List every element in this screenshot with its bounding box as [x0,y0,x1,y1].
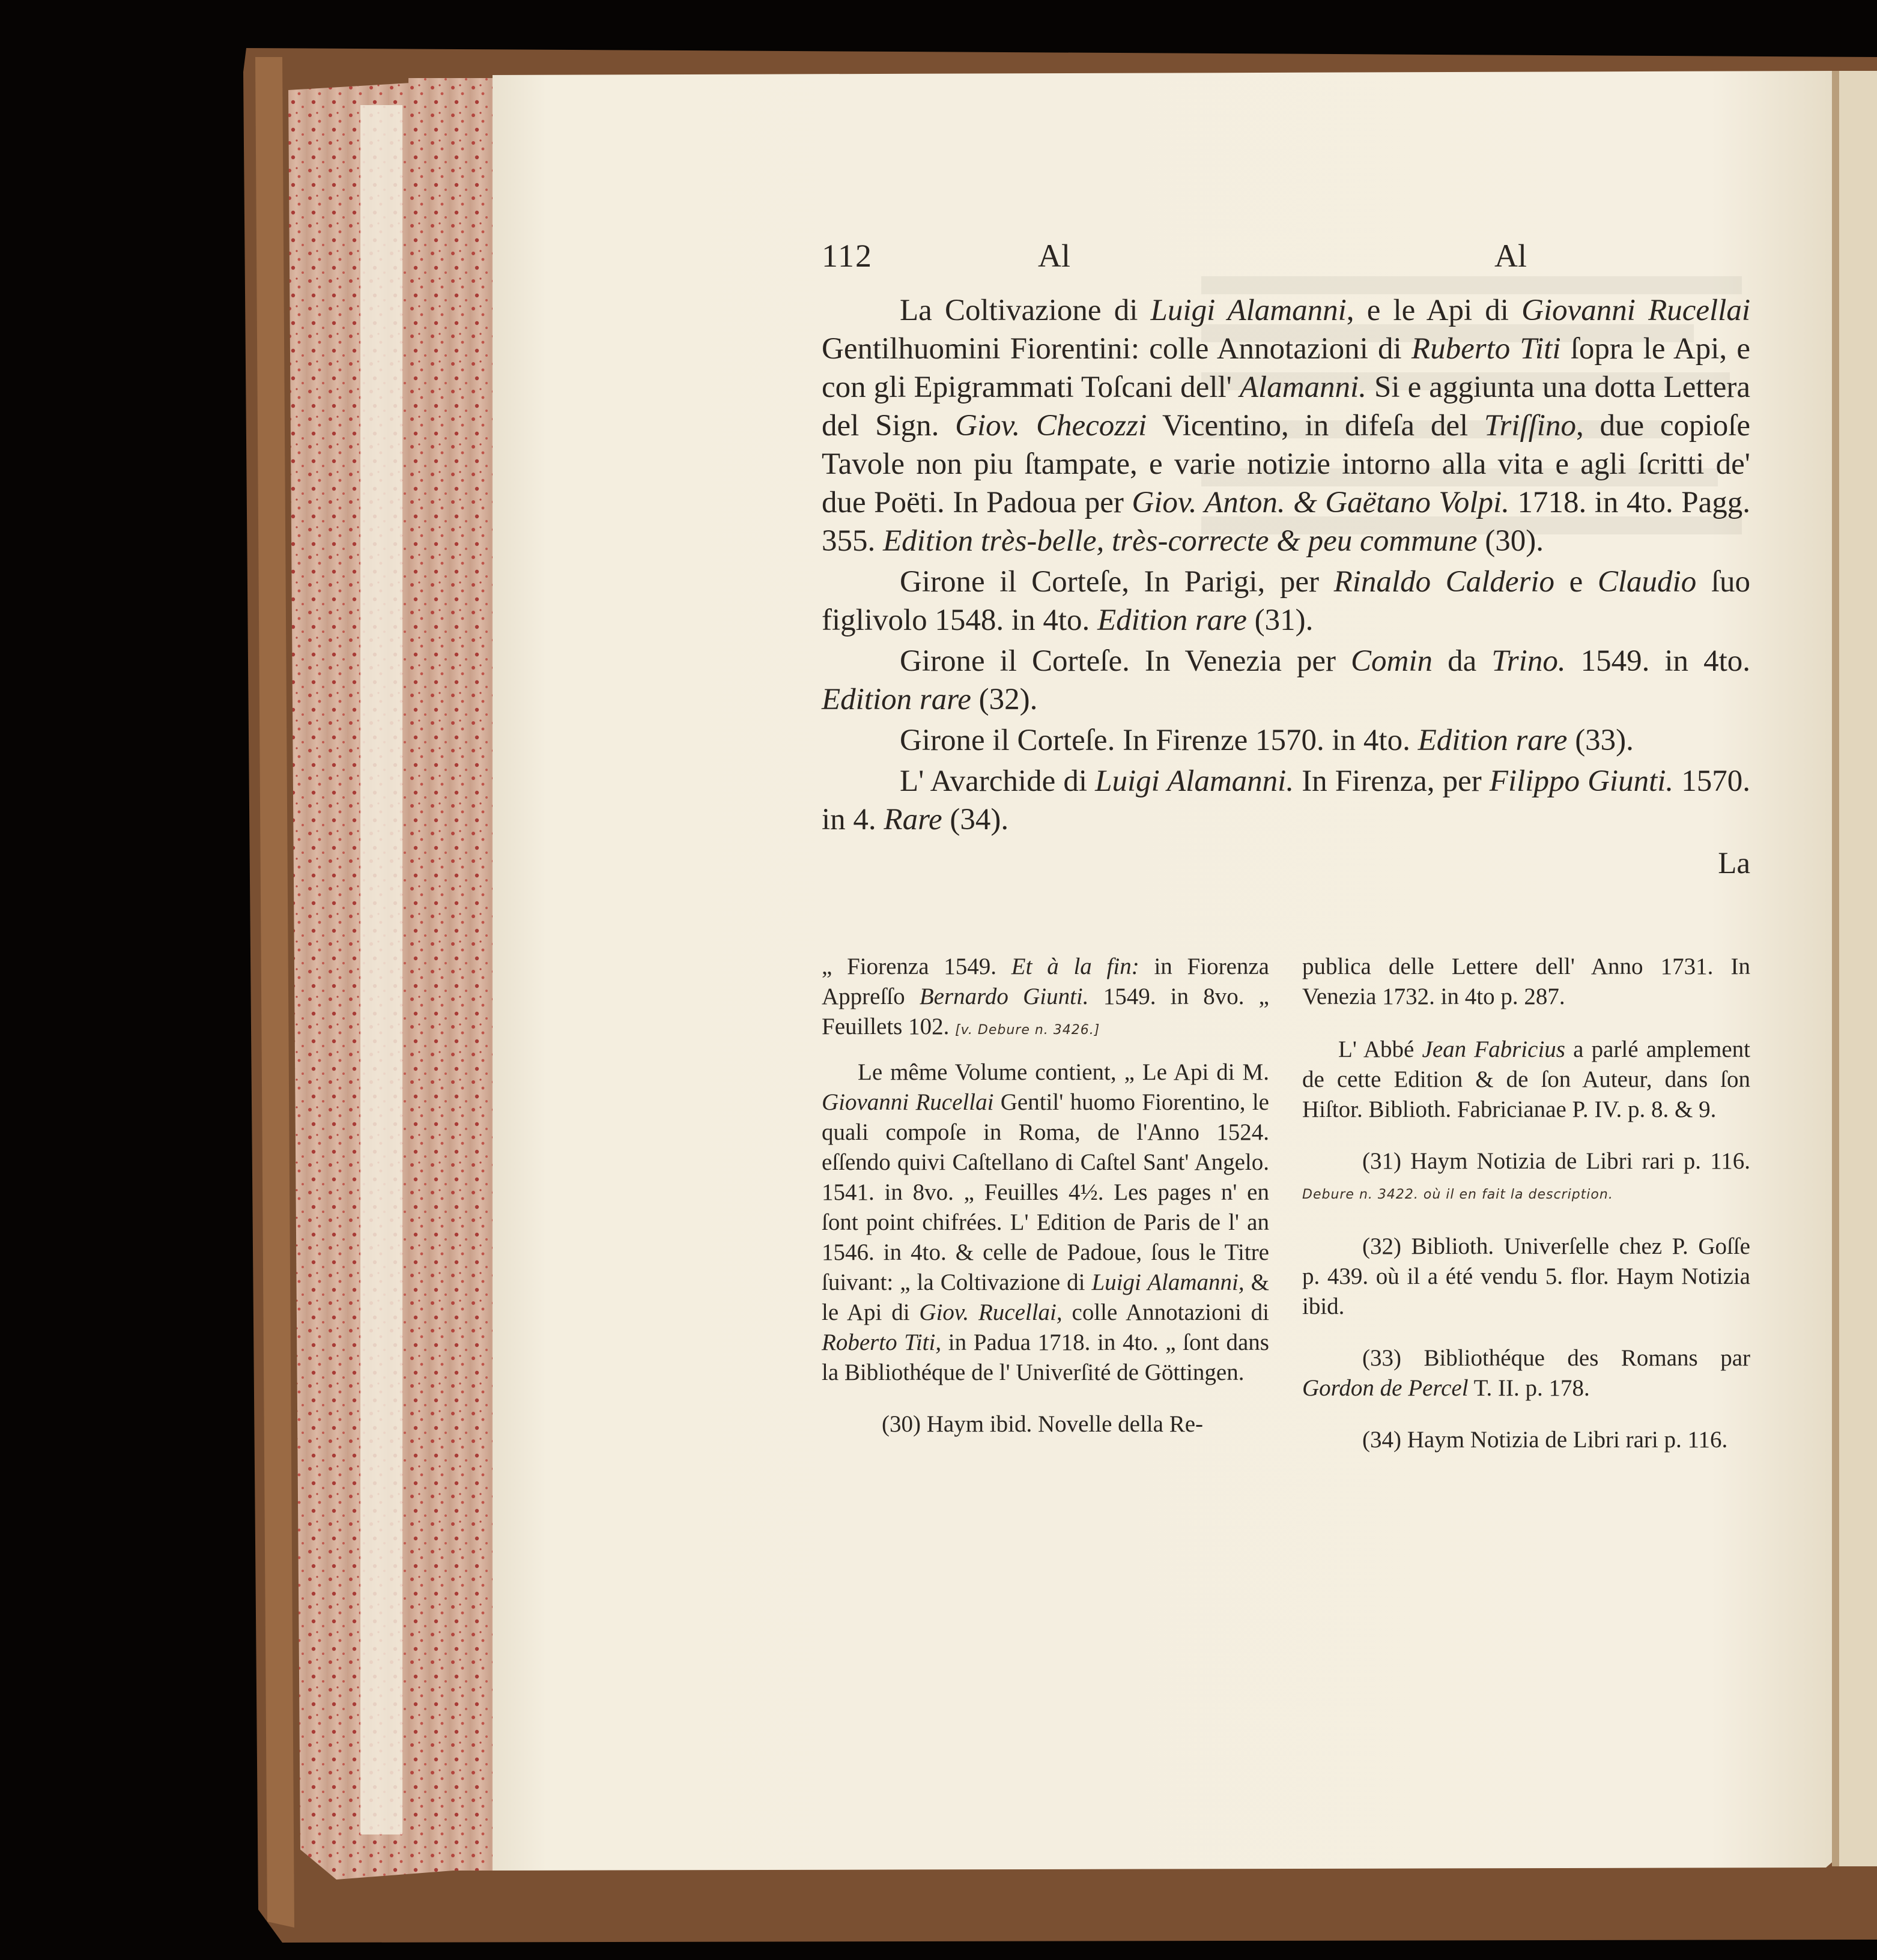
text-run: (32) Biblioth. Univerſelle chez P. Goſſe p. 439. où il a été vendu 5. flor. Haym Notizia ibid. [1302,1233,1750,1319]
text-run: (32). [971,683,1038,716]
bibliography-entry [822,642,1750,719]
page-text [822,237,1751,1453]
text-run: a parlé amplement de cette Edition & de ſon Auteur, dans ſon Hiſtor. Biblioth. Fabricianae P. IV. p. 8. & 9. [1302,1036,1750,1122]
italic-text: Edition rare [1097,603,1247,637]
italic-text: Alamanni. [1239,371,1366,404]
text-run: T. II. p. 178. [1468,1375,1590,1401]
running-head-right: Al [1494,238,1527,274]
text-run: (30) Haym ibid. Novelle della Re- [882,1411,1204,1437]
italic-text: Rinaldo Calderio [1333,565,1555,599]
italic-text: Gordon de Percel [1302,1375,1469,1401]
italic-text: Giov. Rucellai, [919,1299,1063,1325]
text-run: (31) Haym Notizia de Libri rari p. 116. [1362,1148,1750,1174]
italic-text: Giovanni Rucellai [822,1089,994,1115]
text-run: 1549. in 8vo. „ Feuillets 102. [822,984,1269,1039]
footnote-paragraph [1302,952,1750,1012]
text-run: , e le Api di [1346,294,1522,327]
footnote-paragraph [1302,1232,1750,1322]
catchword: La [1718,847,1750,880]
text-run: 1718. in 4to. Pagg. 355. [822,486,1751,558]
text-run: (34). [942,803,1009,836]
footnote-paragraph [1302,1035,1750,1125]
footnote-paragraph [822,1409,1269,1439]
text-run: 1549. in 4to. [1565,644,1750,678]
text-run: (31). [1246,603,1314,637]
bibliography-entries [822,291,1750,839]
bibliography-entry [822,721,1750,760]
text-run: (33). [1567,724,1634,757]
italic-text: Edition rare [822,683,971,716]
text-run: ſopra le Api, e con gli Epigrammati Toſcani dell' [822,332,1750,404]
italic-text: Roberto Titi, [822,1329,942,1355]
footnote-paragraph [1302,1343,1750,1403]
italic-text: Claudio [1597,565,1697,599]
text-run: In Firenza, per [1294,764,1490,798]
footnotes-right-column [1302,952,1750,1467]
text-run: colle Annotazioni di [1062,1299,1269,1325]
italic-text: Filippo Giunti. [1489,764,1674,798]
text-run: in Fiorenza Appreſſo [822,954,1269,1009]
text-run: L' Abbé [1338,1036,1422,1062]
running-header [822,237,1750,291]
italic-text: Edition rare [1418,724,1568,757]
text-run: L' Avarchide di [900,764,1096,798]
bibliography-entry [822,762,1750,839]
text-run: (34) Haym Notizia de Libri rari p. 116. [1362,1427,1728,1453]
italic-text: Comin [1351,644,1433,678]
italic-text: Giovanni Rucellai [1521,294,1751,327]
text-run: Le même Volume contient, „ Le Api di M. [858,1059,1269,1085]
italic-text: Rare [884,803,942,836]
running-head-left: Al [1038,238,1070,274]
italic-text: Giov. Anton. & Gaëtano Volpi. [1132,486,1509,519]
text-run: , due copioſe Tavole non piu ſtampate, e varie notizie intorno alla vita e agli ſcritti de' due Poëti. In Padoua per [822,409,1751,519]
text-run: Vicentino, in difeſa del [1147,409,1484,443]
text-run: (30). [1477,524,1544,558]
italic-text: Luigi Alamanni [1150,294,1347,327]
text-run: La Coltivazione di [900,294,1151,327]
footnote-paragraph [1302,1425,1750,1455]
text-run: Gentil' huomo Fiorentino, le quali compoſe in Roma, de l'Anno 1524. eſſendo quivi Caſtellano di Caſtel Sant' Angelo. 1541. in 8vo. „ Feuilles 4½. Les pages n' en ſont point chifrées. L' Edition de Paris de l' an 1546. in 4to. & celle de Padoue, ſous le Titre ſuivant: „ la Coltivazione di [822,1089,1269,1295]
italic-text: Luigi Alamanni, [1091,1269,1245,1295]
italic-text: Bernardo Giunti. [919,984,1089,1009]
italic-text: Trino. [1491,644,1566,678]
text-run: Si e aggiunta una dotta Lettera del Sign. [822,371,1750,443]
page-number: 112 [822,238,873,274]
text-run: Girone il Corteſe. In Firenze 1570. in 4to. [900,724,1418,757]
italic-text: Jean Fabricius [1422,1036,1565,1062]
footnote-paragraph [1302,1146,1750,1210]
italic-text: Et à la fin: [1011,954,1139,979]
text-run: 1570. in 4. [822,764,1751,836]
text-run: „ Fiorenza 1549. [822,954,1011,979]
italic-text: Luigi Alamanni. [1095,764,1294,798]
italic-text: Ruberto Titi [1411,332,1561,366]
italic-text: Giov. Checozzi [955,409,1147,443]
italic-text: Edition très-belle, très-correcte & peu commune [883,524,1478,558]
text-run: in Padua 1718. in 4to. „ ſont dans la Bibliothéque de l' Univerſité de Göttingen. [822,1329,1269,1385]
text-run: Girone il Corteſe. In Venezia per [900,644,1351,678]
footnote-paragraph [822,1057,1269,1388]
footnote-paragraph [822,952,1269,1045]
italic-text: Triſſino [1484,409,1576,443]
text-run: publica delle Lettere dell' Anno 1731. In Venezia 1732. in 4to p. 287. [1302,954,1750,1009]
text-run: (33) Bibliothéque des Romans par [1362,1345,1750,1371]
footnotes-left-column [822,952,1269,1451]
handwritten-annotation: Debure n. 3422. où il en fait la description. [1302,1187,1613,1202]
text-run: Girone il Corteſe, In Parigi, per [900,565,1334,599]
text-run: ſuo figlivolo 1548. in 4to. [822,565,1751,637]
bibliography-entry [822,291,1750,560]
text-run: & le Api di [822,1269,1269,1325]
text-run: da [1433,644,1492,678]
text-run: Gentilhuomini Fiorentini: colle Annotazioni di [822,332,1412,366]
handwritten-annotation: [v. Debure n. 3426.] [955,1023,1100,1038]
bibliography-entry [822,563,1750,640]
text-run: e [1554,565,1598,599]
